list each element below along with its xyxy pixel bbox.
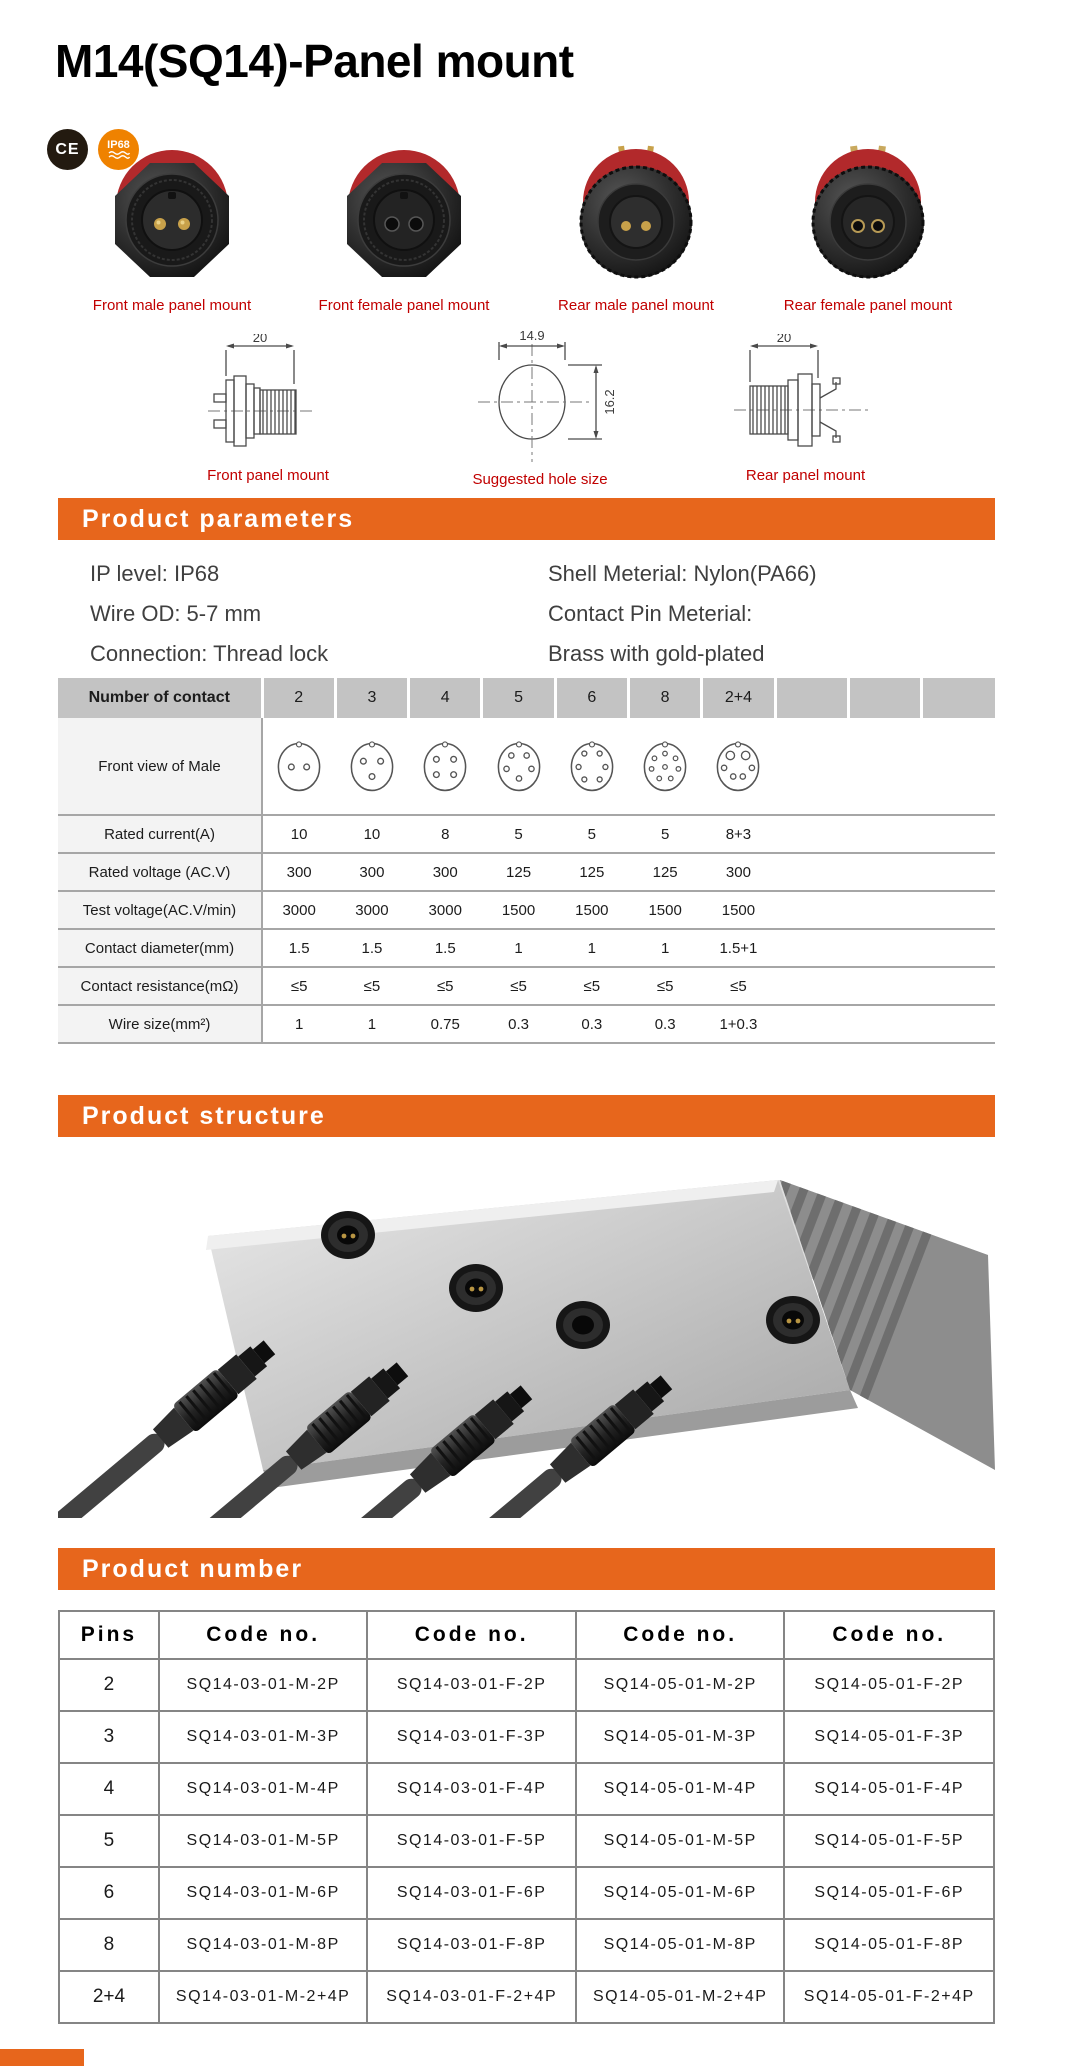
code-cell: SQ14-05-01-M-2P (576, 1659, 785, 1711)
front-view-cell-empty (922, 718, 995, 815)
spec-value: 1.5 (335, 929, 408, 967)
parameter-item: Connection: Thread lock (90, 641, 329, 666)
front-view-cell (262, 718, 335, 815)
spec-value: 8 (409, 815, 482, 853)
front-view-cell (628, 718, 701, 815)
pins-cell: 3 (59, 1711, 159, 1763)
pins-header: Pins (59, 1611, 159, 1659)
photo-front-male (66, 140, 278, 314)
pin-diagram-3 (349, 739, 395, 793)
spec-value: 1.5 (409, 929, 482, 967)
front-view-cell (335, 718, 408, 815)
parameter-item: Brass with gold-plated (548, 641, 765, 666)
code-cell: SQ14-05-01-M-3P (576, 1711, 785, 1763)
spec-row-rated-current (58, 815, 995, 853)
contact-count: 4 (409, 678, 482, 718)
spec-value: 10 (262, 815, 335, 853)
spec-value: 10 (335, 815, 408, 853)
section-title: Product structure (82, 1101, 326, 1130)
front-panel-mount-drawing (168, 334, 368, 484)
code-cell: SQ14-03-01-F-8P (367, 1919, 576, 1971)
spec-value: ≤5 (555, 967, 628, 1005)
pin-diagram-6 (569, 739, 615, 793)
page-footer-accent-bar (0, 2049, 84, 2066)
section-product-number (58, 1548, 995, 1590)
code-cell: SQ14-05-01-M-2+4P (576, 1971, 785, 2023)
front-view-cell (482, 718, 555, 815)
pin-diagram-5 (496, 739, 542, 793)
rear-male-connector-photo (560, 140, 712, 290)
contact-count-empty (848, 678, 921, 718)
code-cell: SQ14-03-01-F-3P (367, 1711, 576, 1763)
parameter-item: IP level: IP68 (90, 561, 220, 586)
parameters-right-column (548, 554, 817, 674)
parameter-item: Wire OD: 5-7 mm (90, 601, 262, 626)
code-cell: SQ14-03-01-M-2+4P (159, 1971, 368, 2023)
front-view-cell-empty (848, 718, 921, 815)
code-cell: SQ14-05-01-F-2P (784, 1659, 994, 1711)
spec-value: 1500 (482, 891, 555, 929)
front-view-row (58, 718, 995, 815)
spec-value: 300 (262, 853, 335, 891)
product-number-table (58, 1610, 995, 2024)
code-cell: SQ14-05-01-F-2+4P (784, 1971, 994, 2023)
spec-value: 1 (628, 929, 701, 967)
code-no-header: Code no. (367, 1611, 576, 1659)
section-title: Product parameters (82, 504, 355, 533)
contact-count: 2 (262, 678, 335, 718)
contact-count-empty (922, 678, 995, 718)
code-cell: SQ14-05-01-M-4P (576, 1763, 785, 1815)
parameter-item: Contact Pin Meterial: (548, 601, 753, 626)
code-cell: SQ14-03-01-M-5P (159, 1815, 368, 1867)
mounted-socket (766, 1296, 820, 1344)
suggested-hole-size-drawing (420, 326, 660, 488)
spec-value: 300 (335, 853, 408, 891)
ip68-badge-label: IP68 (107, 138, 130, 151)
spec-value: ≤5 (482, 967, 555, 1005)
spec-value: 1 (262, 1005, 335, 1043)
front-view-cell (702, 718, 775, 815)
spec-row-label: Contact diameter(mm) (58, 929, 262, 967)
spec-row-label: Rated voltage (AC.V) (58, 853, 262, 891)
code-cell: SQ14-03-01-M-3P (159, 1711, 368, 1763)
dim-16-2: 16.2 (602, 389, 617, 415)
contact-parameters-table (58, 678, 995, 1044)
photo-label: Rear male panel mount (558, 297, 714, 314)
parameter-item: Shell Meterial: Nylon(PA66) (548, 561, 817, 586)
spec-value: 5 (555, 815, 628, 853)
product-photos-row (66, 140, 974, 314)
contact-count: 8 (628, 678, 701, 718)
spec-value: 3000 (335, 891, 408, 929)
ce-badge-label: CE (55, 140, 80, 158)
code-cell: SQ14-05-01-F-4P (784, 1763, 994, 1815)
code-cell: SQ14-05-01-F-5P (784, 1815, 994, 1867)
spec-value: 0.3 (628, 1005, 701, 1043)
code-cell: SQ14-03-01-F-5P (367, 1815, 576, 1867)
rear-female-connector-photo (792, 140, 944, 290)
code-cell: SQ14-03-01-M-6P (159, 1867, 368, 1919)
code-row (59, 1867, 994, 1919)
rear-mount-diagram (688, 334, 923, 462)
spec-value: 0.3 (482, 1005, 555, 1043)
photo-label: Front male panel mount (92, 297, 252, 314)
code-cell: SQ14-03-01-M-8P (159, 1919, 368, 1971)
dim-20-front: 20 (252, 334, 268, 345)
drawing-label: Rear panel mount (745, 467, 866, 484)
pins-cell: 4 (59, 1763, 159, 1815)
code-cell: SQ14-03-01-F-2P (367, 1659, 576, 1711)
number-of-contact-header: Number of contact (58, 678, 262, 718)
page-title: M14(SQ14)-Panel mount (55, 35, 574, 87)
code-cell: SQ14-05-01-F-8P (784, 1919, 994, 1971)
photo-label: Rear female panel mount (783, 297, 953, 314)
contact-count: 5 (482, 678, 555, 718)
front-female-connector-photo (328, 140, 480, 290)
code-cell: SQ14-03-01-M-2P (159, 1659, 368, 1711)
front-male-connector-photo (96, 140, 248, 290)
pins-cell: 5 (59, 1815, 159, 1867)
pins-cell: 6 (59, 1867, 159, 1919)
front-view-label: Front view of Male (58, 718, 262, 815)
spec-value: 1500 (628, 891, 701, 929)
spec-value: ≤5 (628, 967, 701, 1005)
code-cell: SQ14-05-01-M-8P (576, 1919, 785, 1971)
spec-value: 1 (335, 1005, 408, 1043)
mounted-socket (321, 1211, 375, 1259)
spec-row-label: Contact resistance(mΩ) (58, 967, 262, 1005)
spec-value: 3000 (409, 891, 482, 929)
section-title: Product number (82, 1554, 304, 1583)
spec-row-label: Wire size(mm²) (58, 1005, 262, 1043)
rear-panel-mount-drawing (688, 334, 923, 484)
spec-value: 125 (628, 853, 701, 891)
spec-value: ≤5 (409, 967, 482, 1005)
front-view-cell (409, 718, 482, 815)
spec-row-rated-voltage (58, 853, 995, 891)
spec-value: ≤5 (702, 967, 775, 1005)
code-cell: SQ14-05-01-M-6P (576, 1867, 785, 1919)
pins-cell: 2+4 (59, 1971, 159, 2023)
code-cell: SQ14-05-01-M-5P (576, 1815, 785, 1867)
spec-value: ≤5 (335, 967, 408, 1005)
contact-count: 2+4 (702, 678, 775, 718)
spec-value: 300 (702, 853, 775, 891)
pins-cell: 2 (59, 1659, 159, 1711)
photo-rear-female (762, 140, 974, 314)
contact-count: 3 (335, 678, 408, 718)
contact-count-empty (775, 678, 848, 718)
spec-value: 125 (555, 853, 628, 891)
code-cell: SQ14-03-01-F-2+4P (367, 1971, 576, 2023)
spec-row-wire-size (58, 1005, 995, 1043)
spec-value: 1500 (702, 891, 775, 929)
pin-diagram-2plus4 (715, 739, 761, 793)
section-product-parameters (58, 498, 995, 540)
code-row (59, 1919, 994, 1971)
pin-diagram-2 (276, 739, 322, 793)
parameters-block (58, 554, 995, 674)
spec-value: 1.5+1 (702, 929, 775, 967)
spec-value: 1+0.3 (702, 1005, 775, 1043)
dim-14-9: 14.9 (519, 328, 545, 343)
spec-value: 5 (628, 815, 701, 853)
front-view-cell-empty (775, 718, 848, 815)
code-no-header: Code no. (159, 1611, 368, 1659)
section-product-structure (58, 1095, 995, 1137)
photo-front-female (298, 140, 510, 314)
parameters-left-column (90, 554, 548, 674)
spec-value: 8+3 (702, 815, 775, 853)
spec-value: ≤5 (262, 967, 335, 1005)
spec-value: 3000 (262, 891, 335, 929)
code-cell: SQ14-05-01-F-3P (784, 1711, 994, 1763)
code-header-row (59, 1611, 994, 1659)
front-view-cell (555, 718, 628, 815)
pins-cell: 8 (59, 1919, 159, 1971)
spec-value: 1 (555, 929, 628, 967)
code-cell: SQ14-05-01-F-6P (784, 1867, 994, 1919)
code-row (59, 1815, 994, 1867)
spec-value: 300 (409, 853, 482, 891)
code-no-header: Code no. (576, 1611, 785, 1659)
spec-value: 1 (482, 929, 555, 967)
spec-value: 125 (482, 853, 555, 891)
code-row (59, 1971, 994, 2023)
code-cell: SQ14-03-01-F-6P (367, 1867, 576, 1919)
drawing-label: Front panel mount (207, 467, 329, 484)
spec-value: 1.5 (262, 929, 335, 967)
photo-rear-male (530, 140, 742, 314)
contact-header-row (58, 678, 995, 718)
dim-20-rear: 20 (776, 334, 792, 345)
spec-row-contact-resistance (58, 967, 995, 1005)
code-cell: SQ14-03-01-M-4P (159, 1763, 368, 1815)
spec-row-label: Rated current(A) (58, 815, 262, 853)
hole-size-diagram (420, 326, 660, 466)
spec-row-contact-diameter (58, 929, 995, 967)
code-cell: SQ14-03-01-F-4P (367, 1763, 576, 1815)
contact-count: 6 (555, 678, 628, 718)
mounted-socket (449, 1264, 503, 1312)
pin-diagram-8 (642, 739, 688, 793)
spec-value: 1500 (555, 891, 628, 929)
code-row (59, 1711, 994, 1763)
spec-row-test-voltage (58, 891, 995, 929)
drawing-label: Suggested hole size (472, 471, 608, 488)
code-row (59, 1763, 994, 1815)
pin-diagram-4 (422, 739, 468, 793)
photo-label: Front female panel mount (318, 297, 490, 314)
spec-value: 0.75 (409, 1005, 482, 1043)
spec-value: 0.3 (555, 1005, 628, 1043)
front-mount-diagram (168, 334, 368, 462)
code-row (59, 1659, 994, 1711)
spec-row-label: Test voltage(AC.V/min) (58, 891, 262, 929)
code-no-header: Code no. (784, 1611, 994, 1659)
mounted-socket (556, 1301, 610, 1349)
spec-value: 5 (482, 815, 555, 853)
product-structure-photo (58, 1140, 995, 1518)
